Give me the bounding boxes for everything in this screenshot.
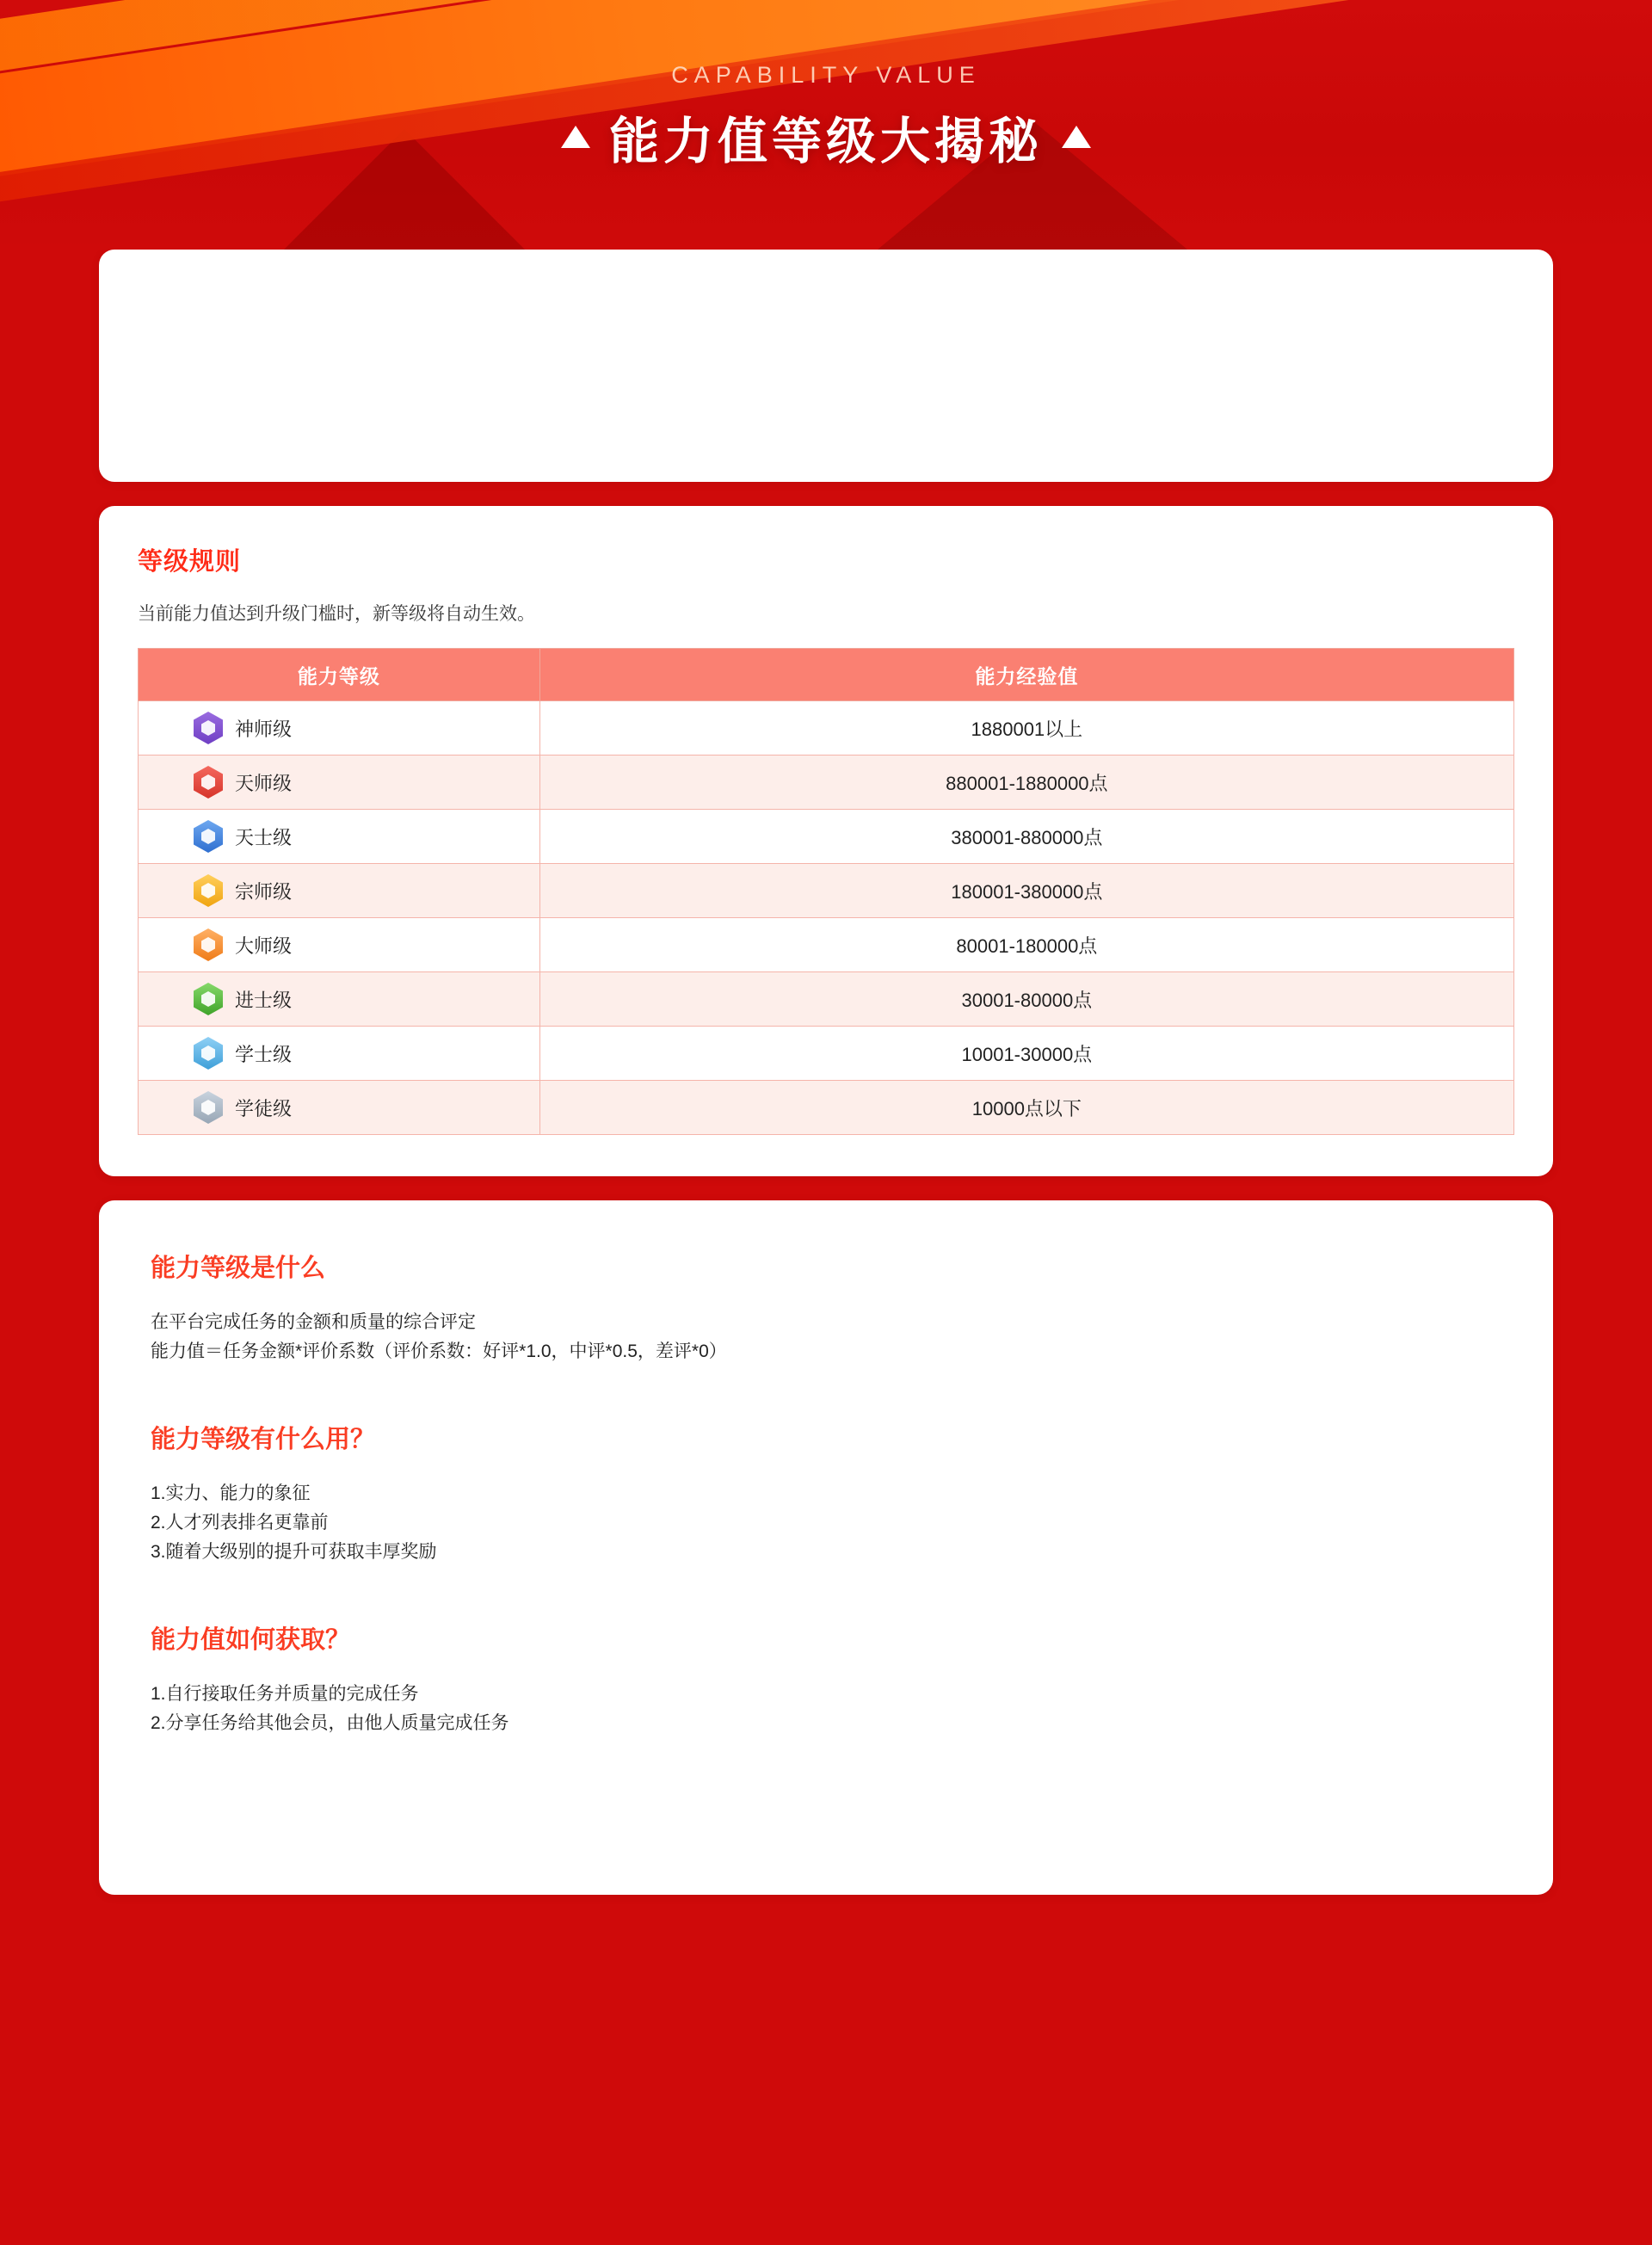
level-label: 宗师级 — [235, 880, 293, 903]
table-row — [139, 918, 1514, 972]
table-row — [139, 701, 1514, 756]
table-row — [139, 1027, 1514, 1081]
faq-line: 3.随着大级别的提升可获取丰厚奖励 — [151, 1542, 437, 1562]
badge-gray-icon — [194, 1091, 223, 1124]
table-row — [139, 972, 1514, 1027]
user-level-card-placeholder — [99, 250, 1553, 482]
page-title-text: 能力值等级大揭秘 — [608, 114, 1043, 170]
cell-exp: 880001-1880000点 — [539, 756, 1513, 810]
faq-section-usage — [151, 1420, 1501, 1567]
cell-level — [139, 701, 540, 756]
table-body — [139, 701, 1514, 1135]
level-rules-title: 等级规则 — [138, 548, 242, 576]
faq-title: 能力值如何获取？ — [151, 1626, 351, 1654]
cell-exp: 1880001以上 — [539, 701, 1513, 756]
cell-exp: 180001-380000点 — [539, 864, 1513, 918]
badge-green-icon — [194, 983, 223, 1015]
badge-gold-icon — [194, 874, 223, 907]
cell-exp: 10001-30000点 — [539, 1027, 1513, 1081]
faq-line: 能力值＝任务金额*评价系数（评价系数：好评*1.0，中评*0.5，差评*0） — [151, 1341, 727, 1361]
level-rules-note: 当前能力值达到升级门槛时，新等级将自动生效。 — [138, 604, 535, 624]
faq-card — [99, 1200, 1553, 1895]
cell-level — [139, 1081, 540, 1135]
badge-lightblue-icon — [194, 1037, 223, 1070]
badge-purple-icon — [194, 712, 223, 744]
cell-exp: 80001-180000点 — [539, 918, 1513, 972]
faq-section-what — [151, 1249, 1501, 1366]
table-head — [139, 649, 1514, 701]
badge-blue-icon — [194, 820, 223, 853]
faq-title: 能力等级是什么 — [151, 1255, 326, 1282]
column-header-exp: 能力经验值 — [539, 649, 1513, 701]
faq-body — [151, 1308, 1501, 1366]
faq-title: 能力等级有什么用？ — [151, 1426, 376, 1453]
page-header — [0, 0, 1652, 250]
cell-level — [139, 864, 540, 918]
table-header-row — [139, 649, 1514, 701]
faq-line: 2.人才列表排名更靠前 — [151, 1513, 329, 1533]
faq-line: 1.自行接取任务并质量的完成任务 — [151, 1684, 419, 1704]
table-row — [139, 756, 1514, 810]
level-label: 天师级 — [235, 772, 293, 794]
badge-red-icon — [194, 766, 223, 799]
level-label: 天士级 — [235, 826, 293, 848]
level-rules-card — [99, 506, 1553, 1176]
table-row — [139, 1081, 1514, 1135]
faq-line: 在平台完成任务的金额和质量的综合评定 — [151, 1312, 476, 1332]
badge-orange-icon — [194, 928, 223, 961]
cell-exp: 10000点以下 — [539, 1081, 1513, 1135]
level-label: 学徒级 — [235, 1097, 293, 1119]
faq-body — [151, 1479, 1501, 1567]
level-label: 神师级 — [235, 718, 293, 740]
column-header-level: 能力等级 — [139, 649, 540, 701]
level-label: 进士级 — [235, 989, 293, 1011]
cell-exp: 380001-880000点 — [539, 810, 1513, 864]
page-title — [0, 101, 1652, 173]
faq-line: 1.实力、能力的象征 — [151, 1483, 311, 1503]
triangle-up-icon-right — [1062, 126, 1091, 148]
cell-level — [139, 810, 540, 864]
cell-level — [139, 972, 540, 1027]
header-text-group — [0, 0, 1652, 173]
cell-level — [139, 756, 540, 810]
level-rules-table — [138, 648, 1514, 1135]
content-wrapper — [0, 250, 1652, 2022]
triangle-up-icon-left — [561, 126, 590, 148]
faq-section-howto — [151, 1620, 1501, 1738]
header-subtitle: CAPABILITY VALUE — [671, 62, 981, 88]
level-label: 大师级 — [235, 934, 293, 957]
faq-body — [151, 1680, 1501, 1738]
table-row — [139, 864, 1514, 918]
table-row — [139, 810, 1514, 864]
cell-level — [139, 1027, 540, 1081]
cell-level — [139, 918, 540, 972]
level-label: 学士级 — [235, 1043, 293, 1065]
faq-line: 2.分享任务给其他会员，由他人质量完成任务 — [151, 1713, 509, 1733]
cell-exp: 30001-80000点 — [539, 972, 1513, 1027]
